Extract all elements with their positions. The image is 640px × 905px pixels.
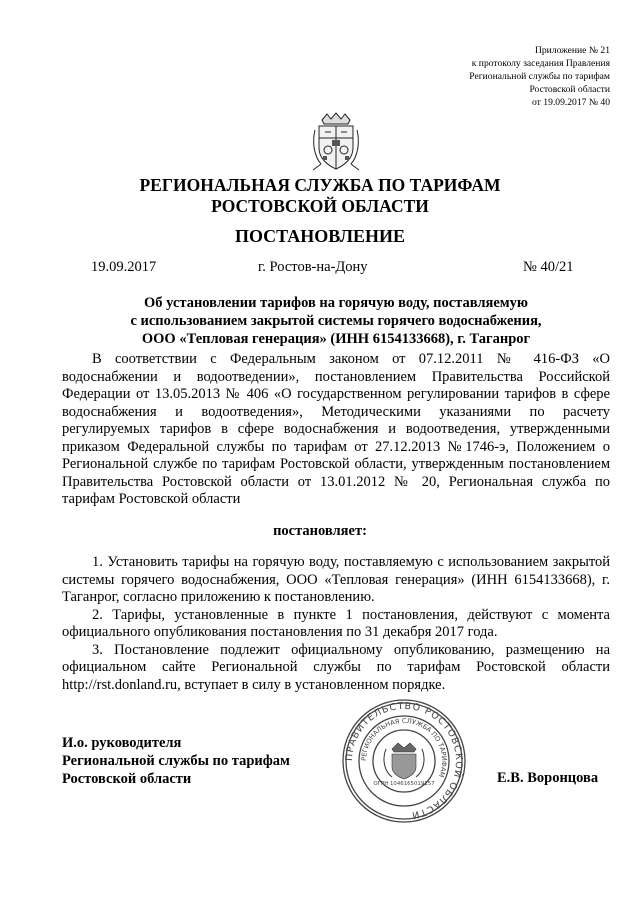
- signatory-position: [62, 734, 290, 788]
- org-line: РОСТОВСКОЙ ОБЛАСТИ: [211, 196, 429, 216]
- annex-line: к протоколу заседания Правления: [471, 58, 610, 69]
- signatory-line: Ростовской области: [62, 771, 192, 787]
- seal-outer-text: ПРАВИТЕЛЬСТВО РОСТОВСКОЙ ОБЛАСТИ: [343, 700, 465, 821]
- signatory-name: Е.В. Воронцова: [497, 770, 599, 786]
- document-subject: [62, 294, 610, 348]
- annex-line: Региональной службы по тарифам: [469, 71, 610, 82]
- signatory-line: Региональной службы по тарифам: [62, 753, 290, 769]
- subject-line: Об установлении тарифов на горячую воду, поставляемую: [144, 295, 528, 311]
- document-type: ПОСТАНОВЛЕНИЕ: [234, 226, 406, 246]
- resolution-items: [62, 554, 610, 694]
- document-place: г. Ростов-на-Дону: [258, 259, 368, 275]
- resolution-item: 1. Установить тарифы на горячую воду, поставляемую с использованием закрытой системы горячего водоснабжения, ООО «Тепловая генерация» (ИНН 6154133668), г. Таганрог, согласно приложению к постановлению.: [62, 554, 610, 605]
- resolution-item: 2. Тарифы, установленные в пункте 1 постановления, действуют с момента официального опубликования постановления по 31 декабря 2017 года.: [62, 606, 610, 640]
- coat-of-arms-icon: [311, 110, 361, 174]
- seal-inner-text: РЕГИОНАЛЬНАЯ СЛУЖБА ПО ТАРИФАМ: [359, 716, 449, 779]
- annex-line: Ростовской области: [529, 84, 610, 95]
- subject-line: ООО «Тепловая генерация» (ИНН 6154133668), г. Таганрог: [141, 331, 531, 347]
- resolves-heading: постановляет:: [273, 523, 367, 539]
- org-line: РЕГИОНАЛЬНАЯ СЛУЖБА ПО ТАРИФАМ: [139, 175, 501, 195]
- annex-line: Приложение № 21: [534, 45, 610, 56]
- annex-line: от 19.09.2017 № 40: [532, 97, 610, 108]
- seal-code: ОГРН 1046165019157: [373, 781, 435, 787]
- issuing-authority: [0, 175, 640, 217]
- document-number: № 40/21: [523, 259, 574, 275]
- document-date: 19.09.2017: [91, 259, 157, 275]
- subject-line: с использованием закрытой системы горячего водоснабжения,: [130, 313, 542, 329]
- annex-note: [390, 44, 610, 109]
- official-seal-icon: [340, 697, 468, 825]
- signatory-line: И.о. руководителя: [62, 735, 182, 751]
- preamble-paragraph: В соответствии с Федеральным законом от 07.12.2011 № 416-ФЗ «О водоснабжении и водоотведении», постановлением Правительства Российской Федерации от 13.05.2013 № 406 «О государственном регулировании тарифов в сфере водоснабжения и водоотведения», Методическими указаниями по расчету регулируемых тарифов в сфере водоснабжения и водоотведения, утвержденными приказом Федеральной службы по тарифам от 27.12.2013 №1746-э, Положением о Региональной службе по тарифам Ростовской области, утвержденным постановлением Правительства Ростовской области от 13.01.2012 № 20, Региональная служба по тарифам Ростовской области: [62, 351, 610, 507]
- resolution-item: 3. Постановление подлежит официальному опубликованию, размещению на официальном сайте Региональной службы по тарифам Ростовской области http://rst.donland.ru, вступает в силу в установленном порядке.: [62, 641, 610, 693]
